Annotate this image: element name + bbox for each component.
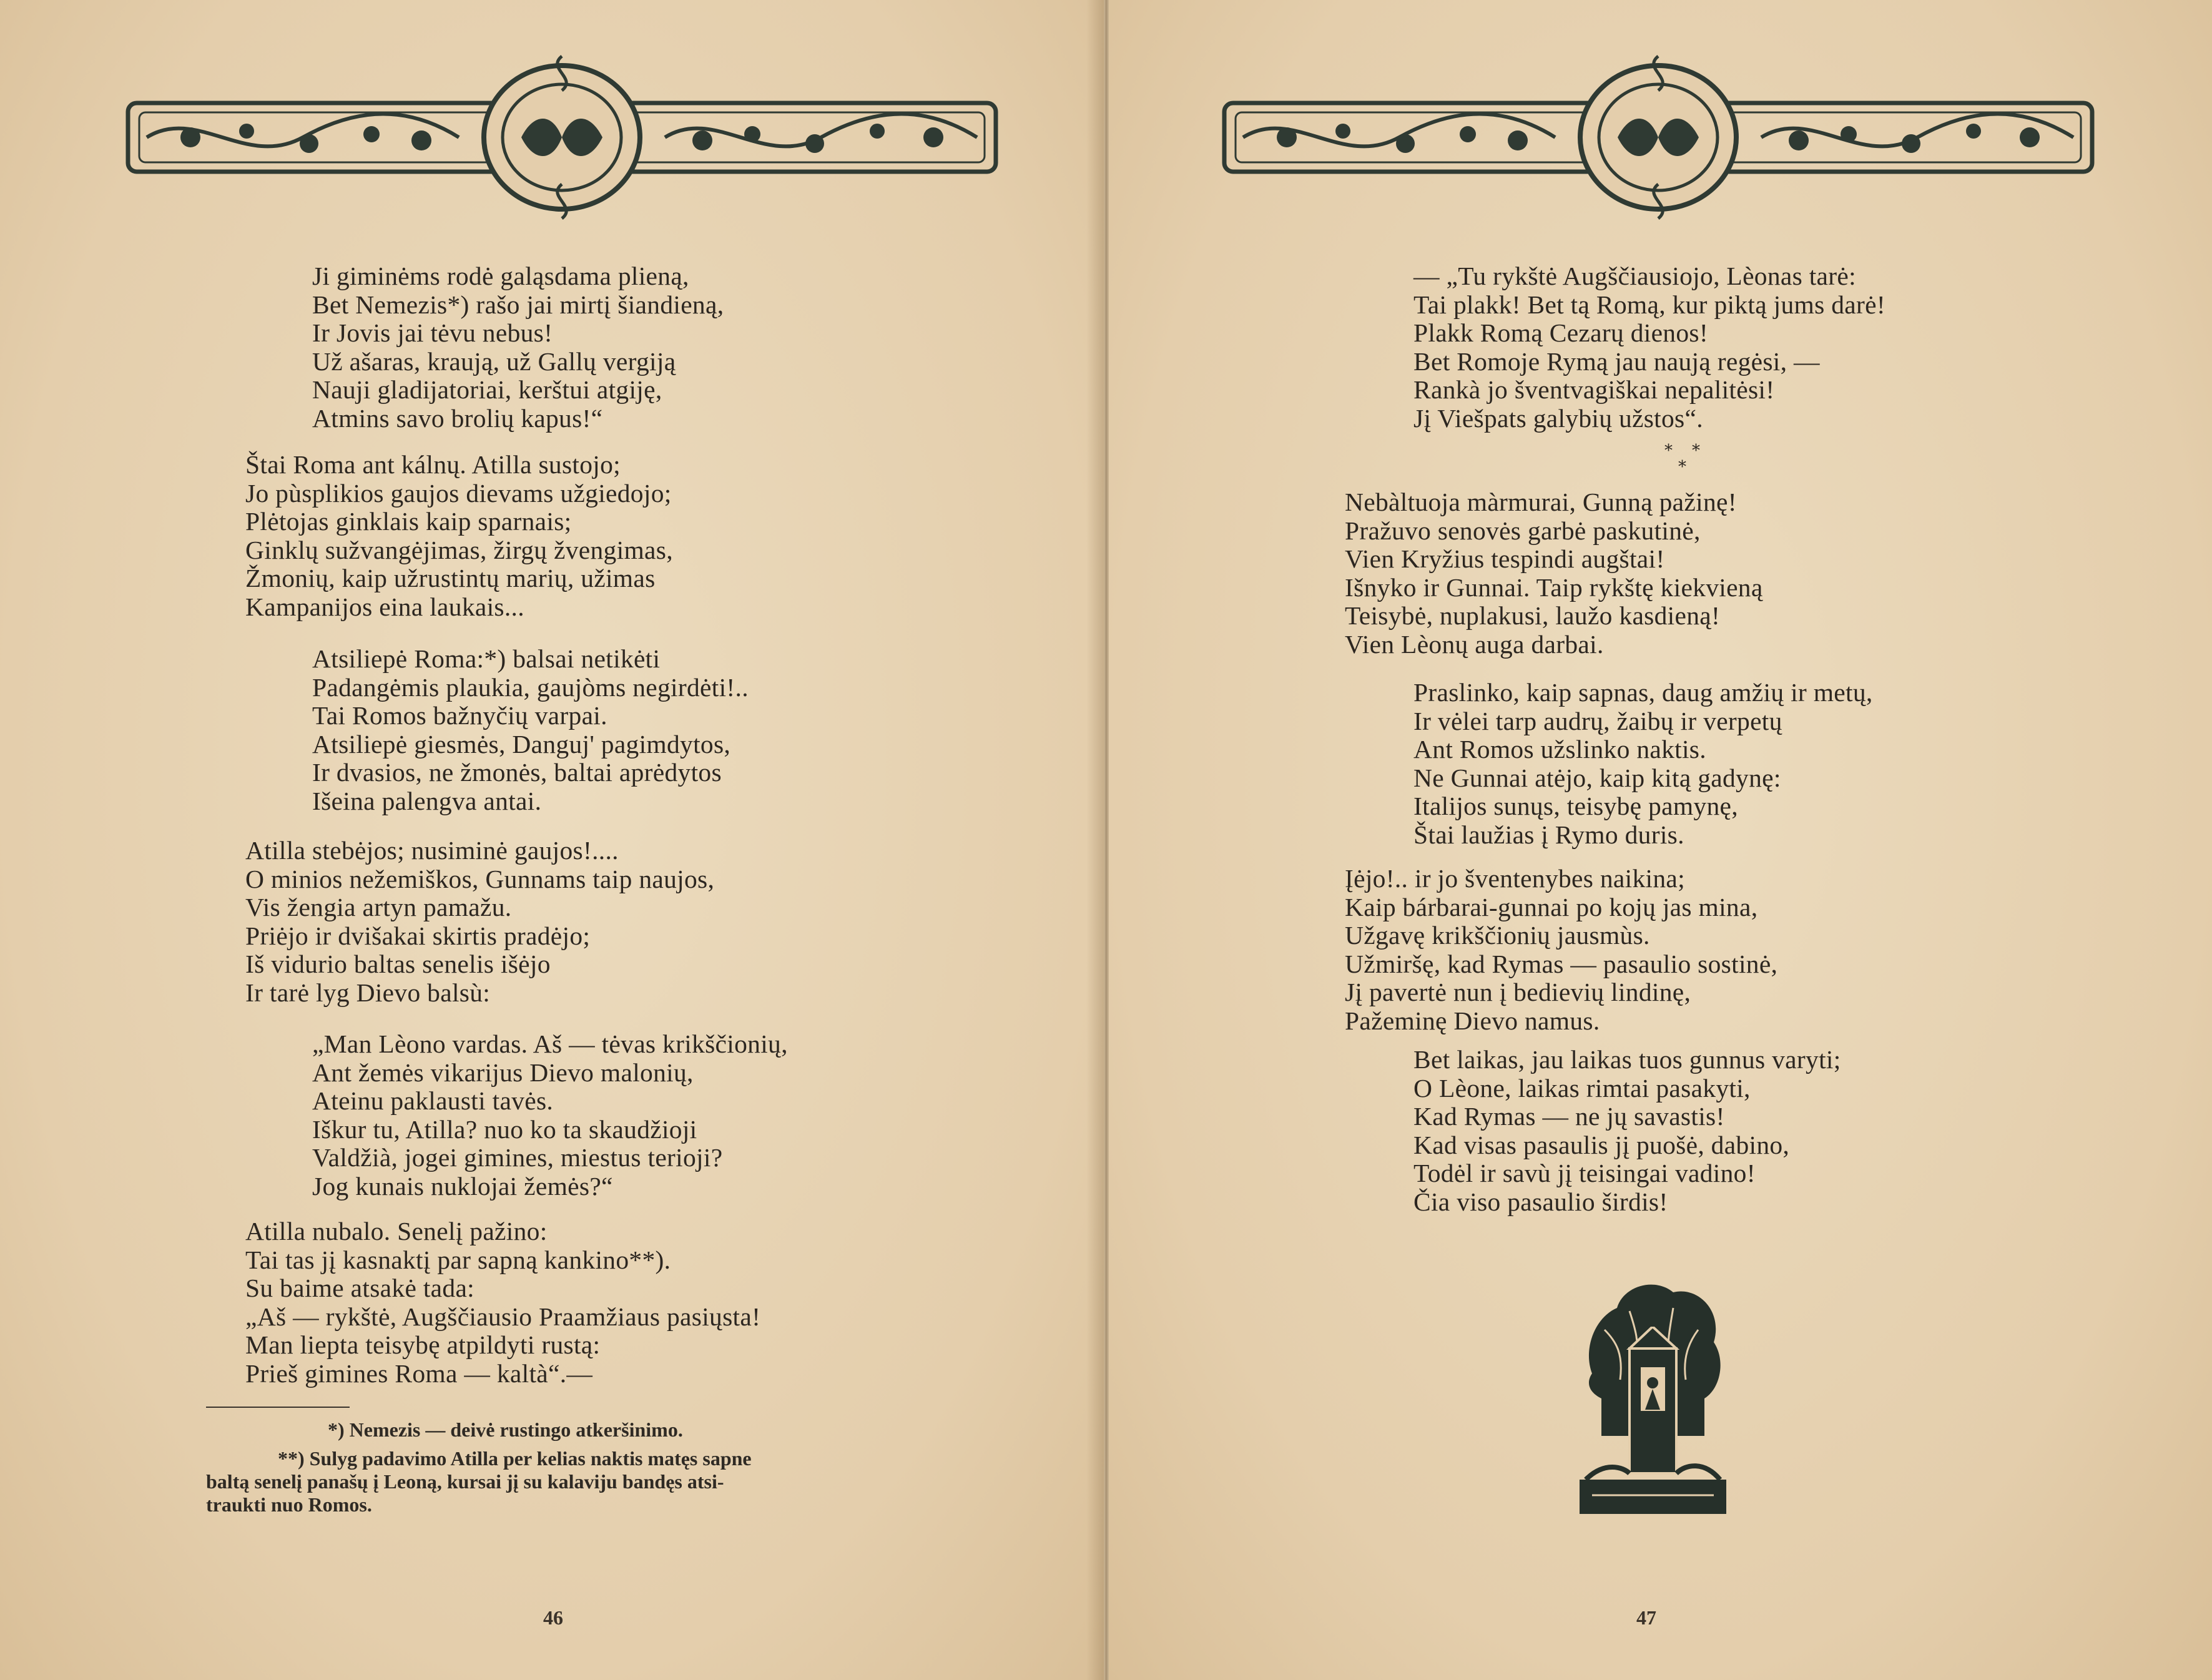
- verse-line: Atilla nubalo. Senelį pažino:: [245, 1217, 548, 1245]
- verse-line: Bet Romoje Rymą jau naują regėsi, —: [1413, 346, 1820, 376]
- verse-line: Iš vidurio baltas senelis išėjo: [245, 950, 551, 978]
- footnote-2: **) Sulyg padavimo Atilla per kelias naktis matęs sapne: [278, 1447, 752, 1470]
- footnote-2-cont: traukti nuo Romos.: [206, 1493, 372, 1516]
- right-page: [1109, 0, 2212, 1680]
- verse-line: Kad Rymas — ne jų savastis!: [1413, 1102, 1725, 1131]
- stanza-1: [312, 262, 724, 433]
- verse-line: Todėl ir savù jį teisingai vadino!: [1413, 1159, 1756, 1187]
- verse-line: Jį Viešpats galybių užstos“.: [1413, 403, 1703, 433]
- asterism-icon: [1661, 442, 1711, 474]
- verse-line: Tai tas jį kasnaktį par sapną kankino**).: [245, 1245, 671, 1274]
- footnote-1: *) Nemezis — deivė rustingo atkeršinimo.: [328, 1418, 683, 1441]
- verse-line: Padangėmis plaukia, gaujòms negirdėti!..: [312, 672, 749, 702]
- verse-line: Kad visas pasaulis jį puošė, dabino,: [1413, 1130, 1790, 1159]
- verse-line: Užgavę krikščionių jausmùs.: [1345, 921, 1650, 950]
- verse-line: Įėjo!.. ir jo šventenybes naikina;: [1345, 864, 1685, 893]
- stanza-4: [1345, 865, 1777, 1035]
- verse-line: Ant žemės vikarijus Dievo malonių,: [312, 1058, 694, 1087]
- verse-line: O Lèone, laikas rimtai pasakyti,: [1413, 1073, 1751, 1103]
- verse-line: Pražuvo senovės garbė paskutinė,: [1345, 516, 1701, 545]
- verse-line: Išnyko ir Gunnai. Taip rykštę kiekvieną: [1345, 572, 1763, 602]
- verse-line: Ir tarė lyg Dievo balsù:: [245, 978, 491, 1007]
- stanza-3: [312, 645, 749, 815]
- verse-line: Žmonių, kaip užrustintų marių, užimas: [245, 564, 656, 592]
- floral-header-ornament: [1218, 44, 2098, 225]
- verse-line: Kaip bárbarai-gunnai po kojų jas mina,: [1345, 892, 1758, 921]
- verse-line: Išeina palengva antai.: [312, 786, 542, 815]
- verse-line: Man liepta teisybę atpildyti rustą:: [245, 1330, 601, 1359]
- verse-line: Pažeminę Dievo namus.: [1345, 1006, 1600, 1035]
- verse-line: Ir Jovis jai tėvu nebus!: [312, 318, 553, 347]
- verse-line: Ir dvasios, ne žmonės, baltai aprėdytos: [312, 758, 722, 787]
- page-number: 47: [1636, 1606, 1656, 1629]
- svg-text:*: *: [1678, 458, 1686, 474]
- verse-line: Ir vėlei tarp audrų, žaibų ir verpetų: [1413, 706, 1782, 735]
- stanza-1: [1413, 262, 1885, 433]
- verse-line: Vien Kryžius tespindi augštai!: [1345, 544, 1665, 573]
- verse-line: Vis žengia artyn pamažu.: [245, 893, 512, 921]
- verse-line: Užmiršę, kad Rymas — pasaulio sostinė,: [1345, 949, 1778, 978]
- verse-line: Vien Lèonų auga darbai.: [1345, 629, 1604, 659]
- verse-line: Iškur tu, Atilla? nuo ko ta skaudžioji: [312, 1114, 697, 1144]
- verse-line: Plakk Romą Cezarų dienos!: [1413, 318, 1708, 347]
- verse-line: Plėtojas ginklais kaip sparnais;: [245, 507, 572, 536]
- verse-line: Ne Gunnai atėjo, kaip kitą gadynę:: [1413, 763, 1781, 792]
- left-page: [0, 0, 1104, 1680]
- footnote-rule: [206, 1407, 350, 1408]
- verse-line: Jog kunais nuklojai žemės?“: [312, 1171, 613, 1201]
- svg-text:*: *: [1664, 442, 1673, 460]
- verse-line: Nebàltuoja màrmurai, Gunną pažinę!: [1345, 488, 1737, 516]
- verse-line: Priėjo ir dvišakai skirtis pradėjo;: [245, 921, 591, 950]
- verse-line: Nauji gladijatoriai, kerštui atgiję,: [312, 375, 662, 404]
- verse-line: Tai Romos bažnyčių varpai.: [312, 701, 607, 730]
- verse-line: Teisybė, nuplakusi, laužo kasdieną!: [1345, 601, 1721, 630]
- verse-line: Jį pavertė nun į bedievių lindinę,: [1345, 978, 1691, 1006]
- page-number: 46: [543, 1606, 563, 1629]
- verse-line: Ant Romos užslinko naktis.: [1413, 735, 1706, 764]
- stanza-3: [1413, 679, 1873, 849]
- verse-line: Praslinko, kaip sapnas, daug amžių ir metų,: [1413, 678, 1873, 707]
- verse-line: Tai plakk! Bet tą Romą, kur piktą jums darė!: [1413, 290, 1885, 319]
- verse-line: — „Tu rykštė Augščiausiojo, Lèonas tarė:: [1413, 262, 1856, 290]
- stanza-6: [245, 1217, 760, 1388]
- verse-line: Rankà jo šventvagiškai nepalitėsi!: [1413, 375, 1775, 404]
- stanza-2: [245, 451, 673, 621]
- verse-line: Už ašaras, kraują, už Gallų vergiją: [312, 346, 676, 376]
- verse-line: Ginklų sužvangėjimas, žirgų žvengimas,: [245, 535, 673, 564]
- footnote-2-cont: baltą senelį panašų į Leoną, kursai jį su kalaviju bandęs atsi-: [206, 1470, 724, 1493]
- verse-line: Ji giminėms rodė galąsdama plieną,: [312, 262, 689, 290]
- verse-line: Kampanijos eina laukais...: [245, 592, 524, 621]
- verse-line: Atilla stebėjos; nusiminė gaujos!....: [245, 836, 619, 865]
- wayside-shrine-icon: [1580, 1274, 1726, 1514]
- floral-header-ornament: [122, 44, 1002, 225]
- verse-line: Prieš gimines Roma — kaltà“.—: [245, 1358, 593, 1388]
- verse-line: Atsiliepė giesmės, Danguj' pagimdytos,: [312, 729, 731, 759]
- verse-line: Valdžià, jogei gimines, miestus terioji?: [312, 1143, 723, 1172]
- verse-line: Atmins savo brolių kapus!“: [312, 403, 603, 433]
- verse-line: Italijos sunųs, teisybę pamynę,: [1413, 792, 1738, 820]
- verse-line: Štai laužias į Rymo duris.: [1413, 820, 1684, 849]
- verse-line: Su baime atsakė tada:: [245, 1274, 474, 1302]
- verse-line: „Man Lèono vardas. Aš — tėvas krikščionių,: [312, 1029, 788, 1058]
- verse-line: O minios nežemiškos, Gunnams taip naujos,: [245, 864, 715, 893]
- verse-line: Ateinu paklausti tavės.: [312, 1086, 554, 1115]
- verse-line: Bet Nemezis*) rašo jai mirtį šiandieną,: [312, 290, 724, 319]
- svg-text:*: *: [1692, 442, 1700, 460]
- verse-line: Atsiliepė Roma:*) balsai netikėti: [312, 644, 661, 673]
- verse-line: Jo pùsplikios gaujos dievams užgiedojo;: [245, 478, 672, 508]
- verse-line: Štai Roma ant kálnų. Atilla sustojo;: [245, 450, 621, 479]
- stanza-4: [245, 837, 714, 1007]
- verse-line: Bet laikas, jau laikas tuos gunnus varyti;: [1413, 1045, 1841, 1074]
- stanza-5: [1413, 1046, 1841, 1216]
- stanza-2: [1345, 488, 1763, 659]
- stanza-5: [312, 1030, 788, 1201]
- verse-line: Čia viso pasaulio širdis!: [1413, 1187, 1668, 1216]
- verse-line: „Aš — rykštė, Augščiausio Praamžiaus pasiųsta!: [245, 1302, 761, 1331]
